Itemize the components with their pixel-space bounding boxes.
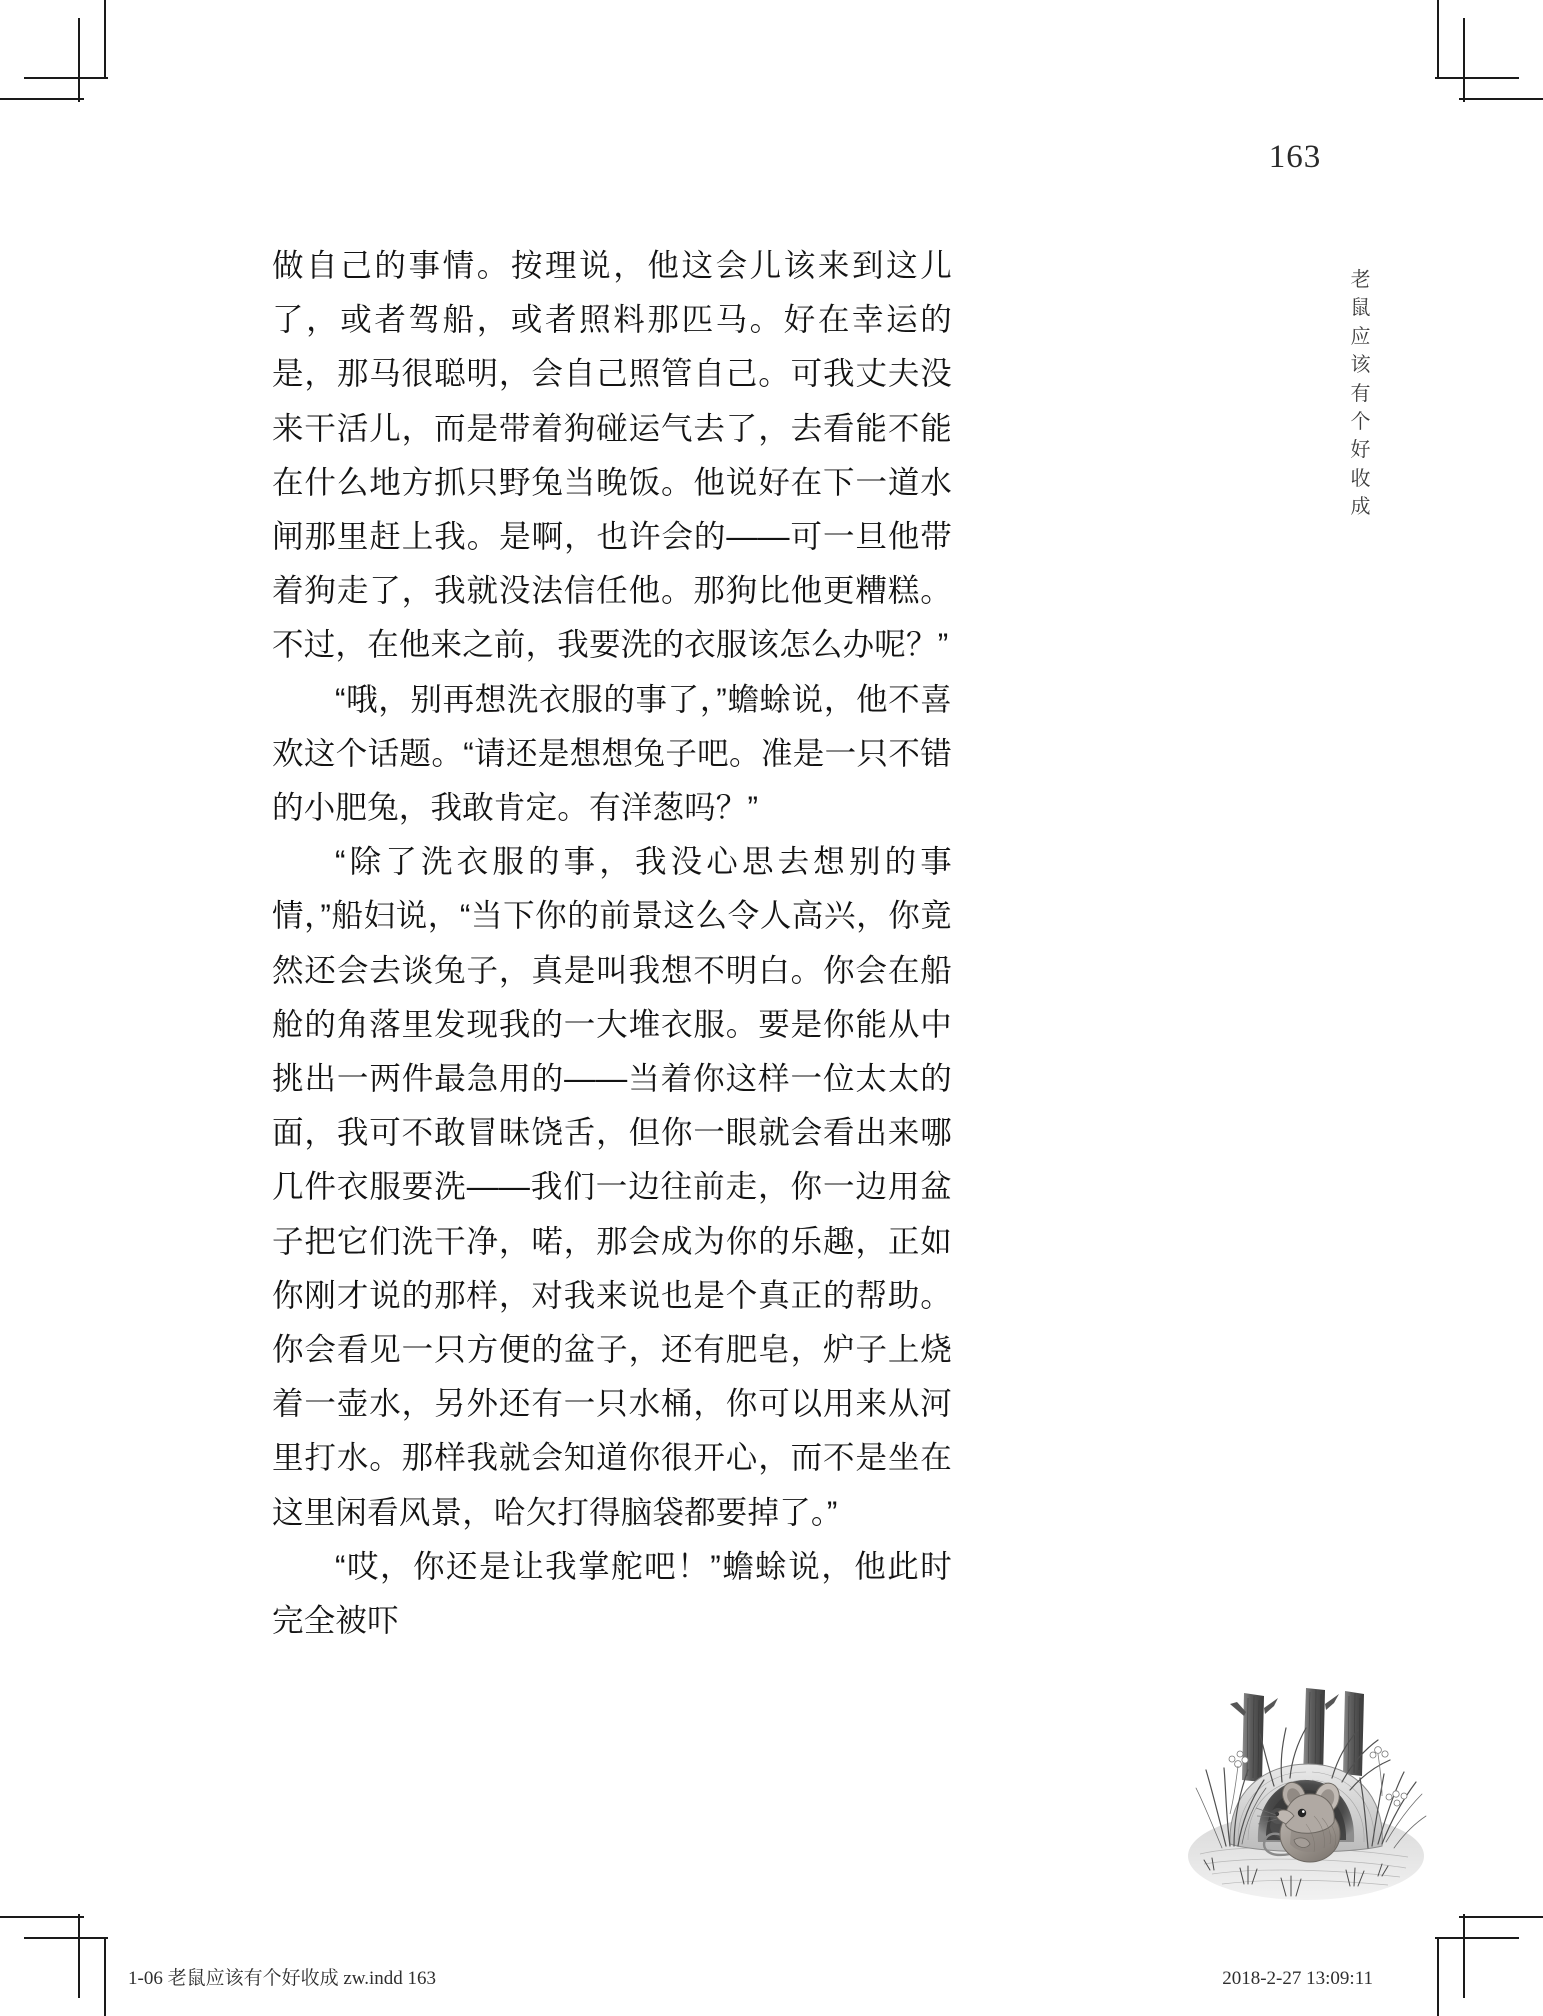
running-head-char: 该 — [1350, 354, 1372, 377]
paragraph: “除了洗衣服的事，我没心思去想别的事情，”船妇说，“当下你的前景这么令人高兴，你竟然还会去谈兔子，真是叫我想不明白。你会在船舱的角落里发现我的一大堆衣服。要是你能从中挑出一两件最急用的——当着你这样一位太太的面，我可不敢冒昧饶舌，但你一眼就会看出来哪几件衣服要洗——我们一边往前走，你一边用盆子把它们洗干净，喏，那会成为你的乐趣，正如你刚才说的那样，对我来说也是个真正的帮助。你会看见一只方便的盆子，还有肥皂，炉子上烧着一壶水，另外还有一只水桶，你可以用来从河里打水。那样我就会知道你很开心，而不是坐在这里闲看风景，哈欠打得脑袋都要掉了。” — [272, 843, 952, 1530]
crop-mark-line — [1435, 1937, 1519, 1939]
crop-mark-bottom-left — [0, 1876, 140, 2016]
crop-mark-line — [1459, 1916, 1543, 1918]
crop-mark-line — [0, 1916, 84, 1918]
footer-timestamp: 2018-2-27 13:09:11 — [1222, 1968, 1373, 1989]
crop-mark-line — [1437, 0, 1439, 79]
running-head-char: 好 — [1350, 439, 1372, 462]
crop-mark-line — [1435, 77, 1519, 79]
crop-mark-line — [78, 18, 80, 102]
body-text — [272, 238, 952, 1647]
crop-mark-line — [1463, 1914, 1465, 1998]
running-head-char: 成 — [1350, 496, 1372, 519]
crop-mark-line — [1437, 1937, 1439, 2016]
crop-mark-top-right — [1403, 0, 1543, 140]
crop-mark-line — [1463, 18, 1465, 102]
crop-mark-line — [78, 1914, 80, 1998]
paragraph: “哎，你还是让我掌舵吧！”蟾蜍说，他此时完全被吓 — [272, 1547, 952, 1639]
paragraph: 做自己的事情。按理说，他这会儿该来到这儿了，或者驾船，或者照料那匹马。好在幸运的是，那马很聪明，会自己照管自己。可我丈夫没来干活儿，而是带着狗碰运气去了，去看能不能在什么地方抓只野兔当晚饭。他说好在下一道水闸那里赶上我。是啊，也许会的——可一旦他带着狗走了，我就没法信任他。那狗比他更糟糕。不过，在他来之前，我要洗的衣服该怎么办呢？” — [272, 247, 952, 663]
running-head-char: 个 — [1350, 410, 1372, 433]
running-head-char: 有 — [1350, 382, 1372, 405]
running-head-char: 应 — [1350, 325, 1372, 348]
running-head-char: 鼠 — [1350, 297, 1372, 320]
crop-mark-line — [24, 77, 108, 79]
mouse-burrow-illustration — [1182, 1658, 1430, 1906]
running-head-char: 老 — [1350, 269, 1372, 291]
crop-mark-line — [104, 0, 106, 79]
crop-mark-line — [104, 1937, 106, 2016]
crop-mark-line — [0, 98, 84, 100]
crop-mark-line — [1459, 98, 1543, 100]
page-number: 163 — [1268, 139, 1322, 175]
footer-file-label: 1-06 老鼠应该有个好收成 zw.indd 163 — [128, 1968, 437, 1989]
paragraph: “哦，别再想洗衣服的事了，”蟾蜍说，他不喜欢这个话题。“请还是想想兔子吧。准是一只不错的小肥兔，我敢肯定。有洋葱吗？” — [272, 680, 952, 826]
running-head-char: 收 — [1350, 467, 1372, 490]
illustration-svg — [1182, 1658, 1430, 1906]
crop-mark-top-left — [0, 0, 140, 140]
crop-mark-line — [24, 1937, 108, 1939]
running-head — [1344, 266, 1378, 522]
